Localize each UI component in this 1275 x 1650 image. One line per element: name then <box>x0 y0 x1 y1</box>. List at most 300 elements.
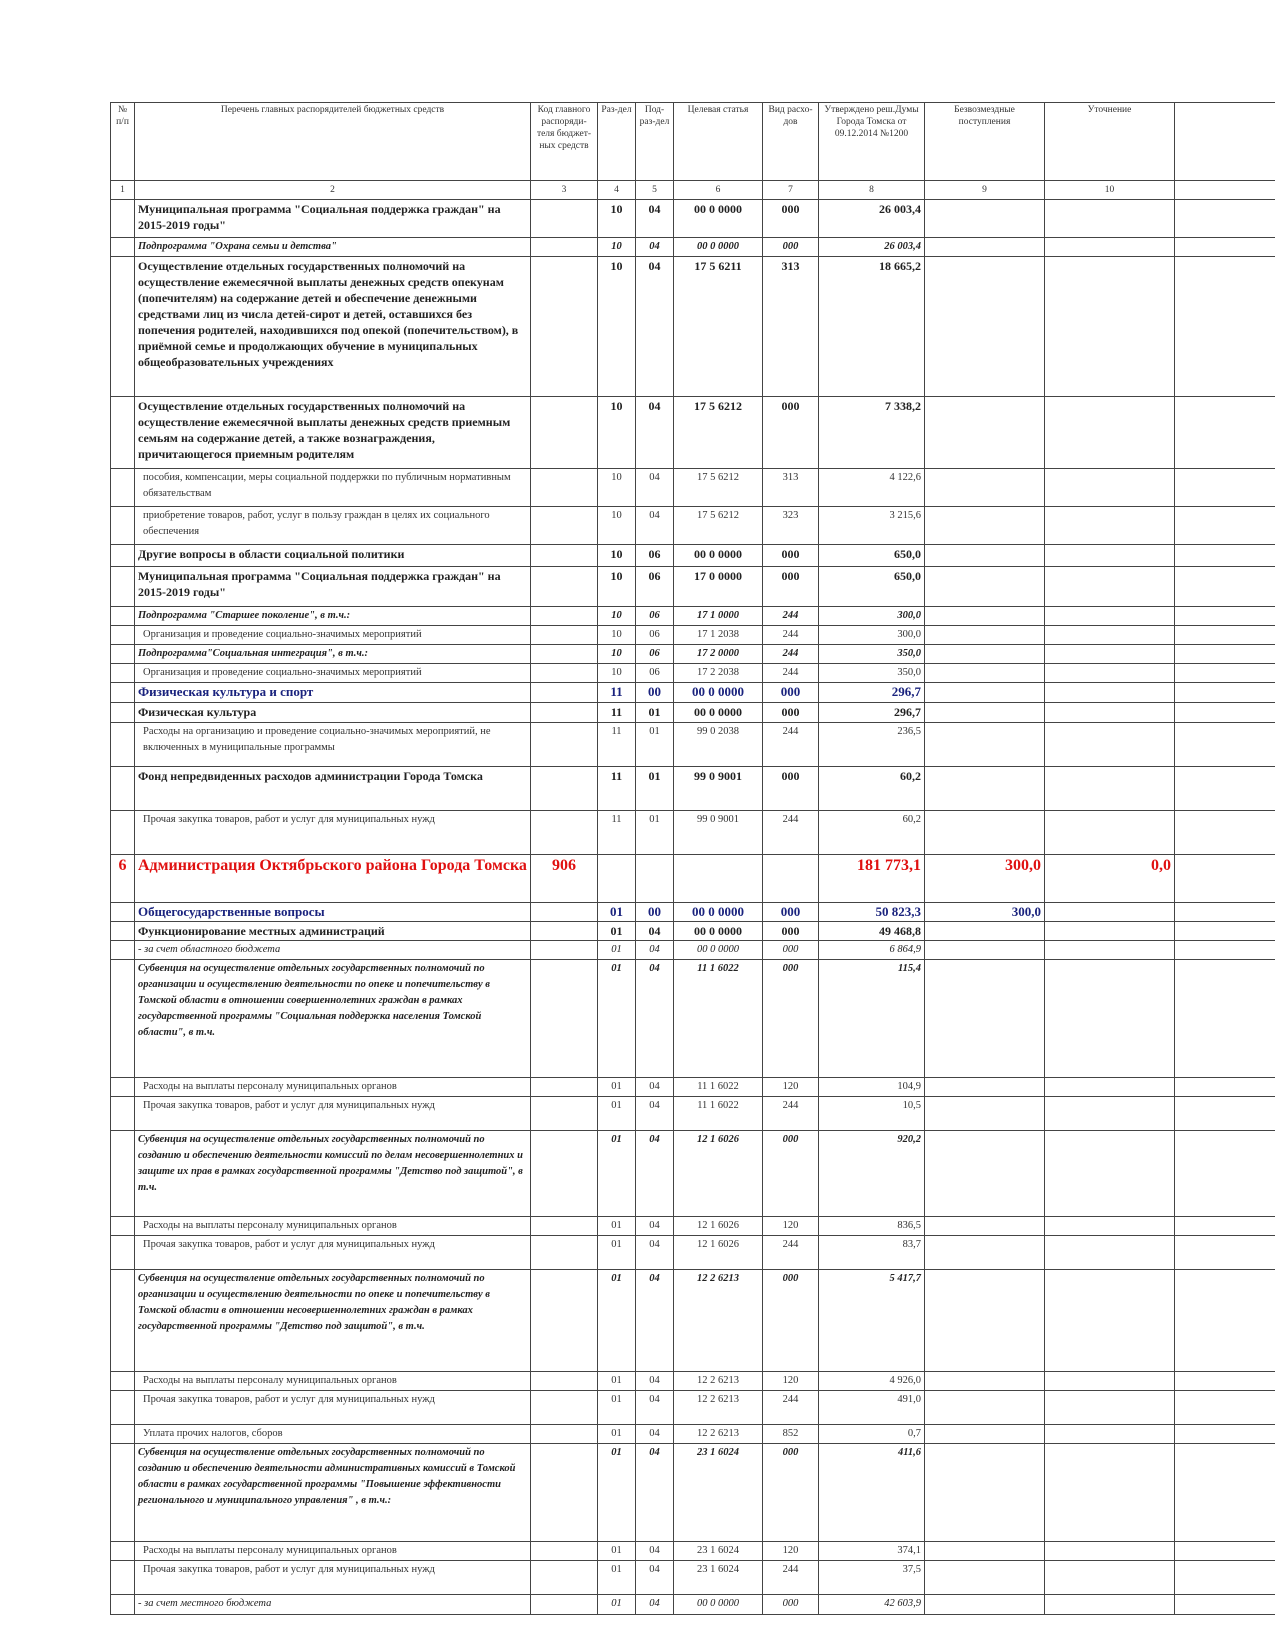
row-amount: 26 003,4 <box>819 200 925 238</box>
row-number <box>111 257 135 397</box>
row-razdel: 01 <box>598 1425 636 1444</box>
row-podrazdel: 06 <box>636 567 674 607</box>
row-podrazdel: 04 <box>636 238 674 257</box>
row-extra <box>1175 1217 1275 1236</box>
row-target: 17 5 6212 <box>674 507 763 545</box>
row-grants <box>925 1270 1045 1372</box>
row-code <box>531 1097 598 1131</box>
table-row <box>111 1270 1275 1372</box>
row-podrazdel: 06 <box>636 545 674 567</box>
row-code <box>531 1217 598 1236</box>
header-podrazdel: Под-раз-дел <box>636 103 674 181</box>
row-code <box>531 903 598 922</box>
row-vid: 244 <box>763 1391 819 1425</box>
row-code <box>531 545 598 567</box>
row-grants <box>925 811 1045 855</box>
row-adjust <box>1045 200 1175 238</box>
row-code <box>531 1444 598 1542</box>
row-vid: 000 <box>763 960 819 1078</box>
table-row <box>111 703 1275 723</box>
row-amount: 7 338,2 <box>819 397 925 469</box>
row-vid: 000 <box>763 1444 819 1542</box>
row-number <box>111 922 135 941</box>
row-target <box>674 855 763 903</box>
row-code <box>531 941 598 960</box>
index-cell: 8 <box>819 181 925 200</box>
row-razdel: 10 <box>598 397 636 469</box>
row-podrazdel: 04 <box>636 922 674 941</box>
row-code <box>531 645 598 664</box>
row-target: 00 0 0000 <box>674 922 763 941</box>
row-razdel: 10 <box>598 238 636 257</box>
table-row <box>111 1391 1275 1425</box>
row-grants <box>925 703 1045 723</box>
row-number <box>111 1270 135 1372</box>
row-vid: 000 <box>763 767 819 811</box>
row-podrazdel: 06 <box>636 626 674 645</box>
row-amount: 104,9 <box>819 1078 925 1097</box>
row-grants <box>925 1542 1045 1561</box>
row-adjust <box>1045 960 1175 1078</box>
table-row <box>111 1542 1275 1561</box>
row-number <box>111 960 135 1078</box>
row-number <box>111 469 135 507</box>
row-adjust <box>1045 1236 1175 1270</box>
row-razdel: 01 <box>598 941 636 960</box>
table-row <box>111 200 1275 238</box>
header-vid: Вид расхо-дов <box>763 103 819 181</box>
row-target: 17 1 0000 <box>674 607 763 626</box>
row-adjust <box>1045 1595 1175 1615</box>
table-row <box>111 1444 1275 1542</box>
row-name: Расходы на выплаты персоналу муниципальных органов <box>135 1078 531 1097</box>
row-adjust <box>1045 1391 1175 1425</box>
row-vid: 120 <box>763 1078 819 1097</box>
row-razdel: 01 <box>598 1270 636 1372</box>
row-name: Уплата прочих налогов, сборов <box>135 1425 531 1444</box>
row-vid: 000 <box>763 922 819 941</box>
row-name: Физическая культура и спорт <box>135 683 531 703</box>
row-grants <box>925 469 1045 507</box>
row-podrazdel: 06 <box>636 607 674 626</box>
row-name: пособия, компенсации, меры социальной поддержки по публичным нормативным обязательствам <box>135 469 531 507</box>
row-code <box>531 703 598 723</box>
row-razdel: 10 <box>598 257 636 397</box>
row-code <box>531 200 598 238</box>
row-razdel: 01 <box>598 1372 636 1391</box>
row-extra <box>1175 1444 1275 1542</box>
row-code <box>531 683 598 703</box>
row-code <box>531 960 598 1078</box>
row-grants <box>925 567 1045 607</box>
row-extra <box>1175 855 1275 903</box>
row-grants <box>925 723 1045 767</box>
row-podrazdel: 06 <box>636 664 674 683</box>
row-code <box>531 664 598 683</box>
row-vid <box>763 855 819 903</box>
row-podrazdel: 04 <box>636 1444 674 1542</box>
row-target: 12 2 6213 <box>674 1372 763 1391</box>
table-row <box>111 1131 1275 1217</box>
row-extra <box>1175 507 1275 545</box>
row-vid: 244 <box>763 723 819 767</box>
row-razdel: 10 <box>598 567 636 607</box>
row-razdel: 10 <box>598 469 636 507</box>
row-amount: 296,7 <box>819 683 925 703</box>
row-amount: 60,2 <box>819 767 925 811</box>
table-row <box>111 645 1275 664</box>
row-podrazdel: 04 <box>636 1236 674 1270</box>
row-podrazdel <box>636 855 674 903</box>
row-target: 00 0 0000 <box>674 941 763 960</box>
row-number <box>111 767 135 811</box>
row-adjust <box>1045 1561 1175 1595</box>
row-adjust <box>1045 1270 1175 1372</box>
row-grants <box>925 257 1045 397</box>
index-cell <box>1175 181 1275 200</box>
row-extra <box>1175 645 1275 664</box>
row-target: 00 0 0000 <box>674 545 763 567</box>
row-extra <box>1175 1097 1275 1131</box>
row-name: Субвенция на осуществление отдельных государственных полномочий по организации и осуществлению деятельности по опеке и попечительству в Томской области в отношении несовершеннолетних граждан в рамках государственной программы "Детство под защитой", в т.ч. <box>135 1270 531 1372</box>
table-row <box>111 903 1275 922</box>
row-number <box>111 545 135 567</box>
row-vid: 852 <box>763 1425 819 1444</box>
index-cell: 5 <box>636 181 674 200</box>
row-vid: 000 <box>763 1131 819 1217</box>
row-name: Прочая закупка товаров, работ и услуг для муниципальных нужд <box>135 1236 531 1270</box>
row-code <box>531 1372 598 1391</box>
row-amount: 650,0 <box>819 545 925 567</box>
row-grants <box>925 507 1045 545</box>
row-vid: 000 <box>763 1270 819 1372</box>
row-number <box>111 1595 135 1615</box>
row-code <box>531 1561 598 1595</box>
row-adjust: 0,0 <box>1045 855 1175 903</box>
row-extra <box>1175 238 1275 257</box>
row-podrazdel: 04 <box>636 1131 674 1217</box>
index-cell: 7 <box>763 181 819 200</box>
row-grants <box>925 1595 1045 1615</box>
table-row <box>111 238 1275 257</box>
row-target: 11 1 6022 <box>674 960 763 1078</box>
row-name: Субвенция на осуществление отдельных государственных полномочий по созданию и обеспечению деятельности административных комиссий в Томской области в рамках государственной программы "Повышение эффективности регионального и муниципального управления" , в т.ч.: <box>135 1444 531 1542</box>
row-razdel: 01 <box>598 1542 636 1561</box>
row-extra <box>1175 1078 1275 1097</box>
row-target: 00 0 0000 <box>674 703 763 723</box>
row-adjust <box>1045 1444 1175 1542</box>
row-name: Субвенция на осуществление отдельных государственных полномочий по организации и осуществлению деятельности по опеке и попечительству в Томской области в отношении совершеннолетних граждан в рамках государственной программы "Социальная поддержка населения Томской области", в т.ч. <box>135 960 531 1078</box>
row-name: Подпрограмма "Охрана семьи и детства" <box>135 238 531 257</box>
row-amount: 836,5 <box>819 1217 925 1236</box>
row-vid: 000 <box>763 703 819 723</box>
row-code <box>531 767 598 811</box>
row-amount: 5 417,7 <box>819 1270 925 1372</box>
row-razdel <box>598 855 636 903</box>
row-podrazdel: 00 <box>636 683 674 703</box>
row-vid: 244 <box>763 664 819 683</box>
row-target: 17 5 6212 <box>674 469 763 507</box>
row-code <box>531 1131 598 1217</box>
row-number <box>111 1131 135 1217</box>
row-number <box>111 607 135 626</box>
row-name: Осуществление отдельных государственных полномочий на осуществление ежемесячной выплаты денежных средств опекунам (попечителям) на содержание детей и обеспечение денежными средствами лиц из числа детей-сирот и детей, оставшихся без попечения родителей, находившихся под опекой (попечительством), в приёмной семье и продолжающих обучение в муниципальных общеобразовательных учреждениях <box>135 257 531 397</box>
row-extra <box>1175 607 1275 626</box>
row-adjust <box>1045 1131 1175 1217</box>
row-grants <box>925 645 1045 664</box>
row-code <box>531 1425 598 1444</box>
row-podrazdel: 04 <box>636 257 674 397</box>
row-number <box>111 1236 135 1270</box>
row-podrazdel: 04 <box>636 960 674 1078</box>
row-name: - за счет местного бюджета <box>135 1595 531 1615</box>
row-razdel: 10 <box>598 200 636 238</box>
header-grants: Безвозмездные поступления <box>925 103 1045 181</box>
row-adjust <box>1045 397 1175 469</box>
row-amount: 0,7 <box>819 1425 925 1444</box>
row-name: Администрация Октябрьского района Города Томска <box>135 855 531 903</box>
row-code <box>531 469 598 507</box>
table-row <box>111 257 1275 397</box>
row-name: приобретение товаров, работ, услуг в пользу граждан в целях их социального обеспечения <box>135 507 531 545</box>
row-extra <box>1175 545 1275 567</box>
row-number <box>111 1217 135 1236</box>
row-adjust <box>1045 703 1175 723</box>
row-adjust <box>1045 545 1175 567</box>
row-target: 12 2 6213 <box>674 1270 763 1372</box>
row-extra <box>1175 960 1275 1078</box>
row-razdel: 01 <box>598 1391 636 1425</box>
row-amount: 42 603,9 <box>819 1595 925 1615</box>
row-razdel: 01 <box>598 922 636 941</box>
row-adjust <box>1045 1425 1175 1444</box>
table-row <box>111 922 1275 941</box>
row-podrazdel: 04 <box>636 1542 674 1561</box>
header-target: Целевая статья <box>674 103 763 181</box>
row-amount: 6 864,9 <box>819 941 925 960</box>
row-amount: 49 468,8 <box>819 922 925 941</box>
row-amount: 3 215,6 <box>819 507 925 545</box>
row-razdel: 01 <box>598 1078 636 1097</box>
row-target: 12 2 6213 <box>674 1425 763 1444</box>
row-target: 12 2 6213 <box>674 1391 763 1425</box>
row-code <box>531 626 598 645</box>
index-cell: 1 <box>111 181 135 200</box>
header-adjust: Уточнение <box>1045 103 1175 181</box>
row-name: Расходы на выплаты персоналу муниципальных органов <box>135 1372 531 1391</box>
table-row <box>111 397 1275 469</box>
row-adjust <box>1045 767 1175 811</box>
row-code <box>531 1542 598 1561</box>
row-name: Прочая закупка товаров, работ и услуг для муниципальных нужд <box>135 1561 531 1595</box>
row-name: Расходы на организацию и проведение социально-значимых мероприятий, не включенных в муниципальные программы <box>135 723 531 767</box>
row-number <box>111 626 135 645</box>
row-podrazdel: 01 <box>636 767 674 811</box>
row-vid: 244 <box>763 607 819 626</box>
row-number <box>111 941 135 960</box>
row-grants <box>925 960 1045 1078</box>
row-name: Подпрограмма"Социальная интеграция", в т.ч.: <box>135 645 531 664</box>
row-podrazdel: 04 <box>636 1372 674 1391</box>
row-target: 11 1 6022 <box>674 1078 763 1097</box>
row-extra <box>1175 1391 1275 1425</box>
row-razdel: 11 <box>598 811 636 855</box>
row-adjust <box>1045 645 1175 664</box>
table-row <box>111 723 1275 767</box>
row-vid: 120 <box>763 1542 819 1561</box>
row-vid: 000 <box>763 941 819 960</box>
row-target: 17 0 0000 <box>674 567 763 607</box>
row-target: 17 5 6211 <box>674 257 763 397</box>
row-grants <box>925 941 1045 960</box>
row-extra <box>1175 200 1275 238</box>
row-target: 17 1 2038 <box>674 626 763 645</box>
row-code <box>531 811 598 855</box>
row-extra <box>1175 941 1275 960</box>
header-code: Код главного распоряди-теля бюджет-ных средств <box>531 103 598 181</box>
row-podrazdel: 04 <box>636 469 674 507</box>
row-razdel: 01 <box>598 960 636 1078</box>
row-number <box>111 397 135 469</box>
row-target: 17 5 6212 <box>674 397 763 469</box>
row-adjust <box>1045 507 1175 545</box>
row-grants <box>925 1561 1045 1595</box>
row-vid: 244 <box>763 811 819 855</box>
row-extra <box>1175 1542 1275 1561</box>
row-number <box>111 683 135 703</box>
row-adjust <box>1045 469 1175 507</box>
row-name: Расходы на выплаты персоналу муниципальных органов <box>135 1542 531 1561</box>
row-podrazdel: 04 <box>636 1097 674 1131</box>
row-extra <box>1175 257 1275 397</box>
row-vid: 000 <box>763 1595 819 1615</box>
row-razdel: 01 <box>598 1131 636 1217</box>
row-name: Организация и проведение социально-значимых мероприятий <box>135 664 531 683</box>
row-vid: 000 <box>763 200 819 238</box>
row-vid: 000 <box>763 545 819 567</box>
row-amount: 83,7 <box>819 1236 925 1270</box>
row-number <box>111 1542 135 1561</box>
budget-table <box>110 102 1275 1615</box>
index-cell: 6 <box>674 181 763 200</box>
row-razdel: 11 <box>598 703 636 723</box>
row-adjust <box>1045 1097 1175 1131</box>
row-vid: 244 <box>763 645 819 664</box>
row-extra <box>1175 626 1275 645</box>
row-podrazdel: 01 <box>636 811 674 855</box>
table-row <box>111 1425 1275 1444</box>
row-razdel: 01 <box>598 1236 636 1270</box>
row-amount: 10,5 <box>819 1097 925 1131</box>
row-number <box>111 1097 135 1131</box>
row-podrazdel: 04 <box>636 941 674 960</box>
row-target: 12 1 6026 <box>674 1217 763 1236</box>
table-row <box>111 507 1275 545</box>
row-vid: 313 <box>763 257 819 397</box>
row-grants <box>925 922 1045 941</box>
row-code <box>531 567 598 607</box>
row-grants <box>925 683 1045 703</box>
row-vid: 244 <box>763 626 819 645</box>
row-target: 23 1 6024 <box>674 1542 763 1561</box>
row-extra <box>1175 811 1275 855</box>
row-amount: 181 773,1 <box>819 855 925 903</box>
table-row <box>111 1595 1275 1615</box>
row-target: 99 0 9001 <box>674 811 763 855</box>
row-grants <box>925 1078 1045 1097</box>
row-number <box>111 903 135 922</box>
row-razdel: 01 <box>598 903 636 922</box>
row-podrazdel: 04 <box>636 1078 674 1097</box>
row-code <box>531 1236 598 1270</box>
row-amount: 115,4 <box>819 960 925 1078</box>
row-extra <box>1175 683 1275 703</box>
row-grants <box>925 607 1045 626</box>
row-code <box>531 1078 598 1097</box>
row-name: Прочая закупка товаров, работ и услуг для муниципальных нужд <box>135 1097 531 1131</box>
row-razdel: 11 <box>598 683 636 703</box>
table-row <box>111 567 1275 607</box>
index-cell: 9 <box>925 181 1045 200</box>
row-amount: 4 122,6 <box>819 469 925 507</box>
row-razdel: 10 <box>598 545 636 567</box>
row-extra <box>1175 664 1275 683</box>
row-name: Прочая закупка товаров, работ и услуг для муниципальных нужд <box>135 1391 531 1425</box>
row-amount: 26 003,4 <box>819 238 925 257</box>
row-grants: 300,0 <box>925 855 1045 903</box>
row-target: 17 2 2038 <box>674 664 763 683</box>
row-adjust <box>1045 567 1175 607</box>
row-name: Осуществление отдельных государственных полномочий на осуществление ежемесячной выплаты денежных средств приемным семьям на содержание детей, а также вознаграждения, причитающегося приемным родителям <box>135 397 531 469</box>
row-adjust <box>1045 811 1175 855</box>
row-amount: 374,1 <box>819 1542 925 1561</box>
row-podrazdel: 01 <box>636 723 674 767</box>
row-target: 00 0 0000 <box>674 683 763 703</box>
row-adjust <box>1045 607 1175 626</box>
header-extra <box>1175 103 1275 181</box>
header-row <box>111 103 1275 181</box>
row-adjust <box>1045 1372 1175 1391</box>
row-name: Муниципальная программа "Социальная поддержка граждан" на 2015-2019 годы" <box>135 200 531 238</box>
row-grants <box>925 545 1045 567</box>
row-extra <box>1175 703 1275 723</box>
row-target: 99 0 9001 <box>674 767 763 811</box>
row-podrazdel: 04 <box>636 1391 674 1425</box>
row-code <box>531 238 598 257</box>
table-row <box>111 469 1275 507</box>
row-razdel: 10 <box>598 507 636 545</box>
row-podrazdel: 04 <box>636 200 674 238</box>
row-adjust <box>1045 1542 1175 1561</box>
row-adjust <box>1045 1217 1175 1236</box>
row-name: - за счет областного бюджета <box>135 941 531 960</box>
table-row <box>111 1372 1275 1391</box>
row-vid: 000 <box>763 903 819 922</box>
row-number <box>111 1372 135 1391</box>
row-adjust <box>1045 683 1175 703</box>
table-row <box>111 811 1275 855</box>
row-podrazdel: 04 <box>636 1217 674 1236</box>
row-grants <box>925 767 1045 811</box>
row-name: Субвенция на осуществление отдельных государственных полномочий по созданию и обеспечению деятельности комиссий по делам несовершеннолетних и защите их прав в рамках государственной программы "Детство под защитой", в т.ч. <box>135 1131 531 1217</box>
row-amount: 650,0 <box>819 567 925 607</box>
row-vid: 244 <box>763 1561 819 1595</box>
row-podrazdel: 04 <box>636 1425 674 1444</box>
row-target: 00 0 0000 <box>674 903 763 922</box>
table-row <box>111 664 1275 683</box>
row-name: Организация и проведение социально-значимых мероприятий <box>135 626 531 645</box>
budget-table-sheet <box>110 102 1275 1615</box>
